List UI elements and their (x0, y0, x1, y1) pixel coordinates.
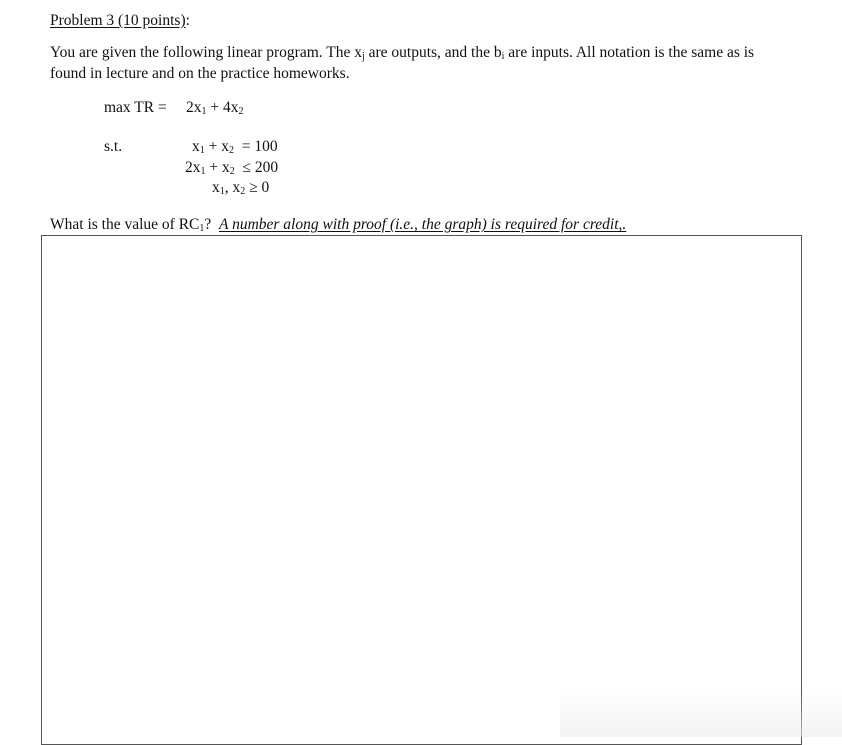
objective-plus: + (206, 99, 223, 116)
objective-term-1-sub: 1 (201, 106, 207, 117)
intro-sub-i: i (501, 51, 505, 62)
question-prefix: What is the value of RC (50, 216, 200, 233)
question-emphasis: A number along with proof (i.e., the graph) is required for credit,. (219, 216, 627, 233)
problem-title: Problem 3 (10 points) (50, 12, 186, 29)
objective-term-2: 4x (223, 99, 239, 116)
objective-label: max TR = (104, 99, 167, 116)
question-sub: 1 (199, 223, 205, 234)
problem-title-colon: : (185, 12, 190, 29)
objective-term-1: 2x (186, 99, 202, 116)
objective-function (104, 99, 244, 117)
constraint-2: $2x_1 + x_2 \le 200$ (185, 159, 279, 177)
constraint-1: $x_1 + x_2 = 100$ (192, 138, 278, 156)
answer-box[interactable] (41, 235, 802, 745)
intro-text-1: You are given the following linear program. The x (50, 44, 362, 61)
problem-heading (50, 12, 190, 30)
question-mid: ? (204, 216, 220, 233)
intro-text-2: are outputs, and the b (364, 44, 502, 61)
subject-to-label: s.t. (104, 138, 123, 155)
intro-sub-j: j (361, 51, 365, 62)
intro-text-3: are inputs. All notation is the same as is found in lecture and on the practice homeworks. (50, 44, 755, 82)
problem-intro (50, 42, 790, 84)
objective-term-2-sub: 2 (238, 106, 244, 117)
constraint-nonnegativity: $x_1$, $x_2 \ge 0$ (212, 179, 270, 197)
question-text (50, 216, 626, 234)
